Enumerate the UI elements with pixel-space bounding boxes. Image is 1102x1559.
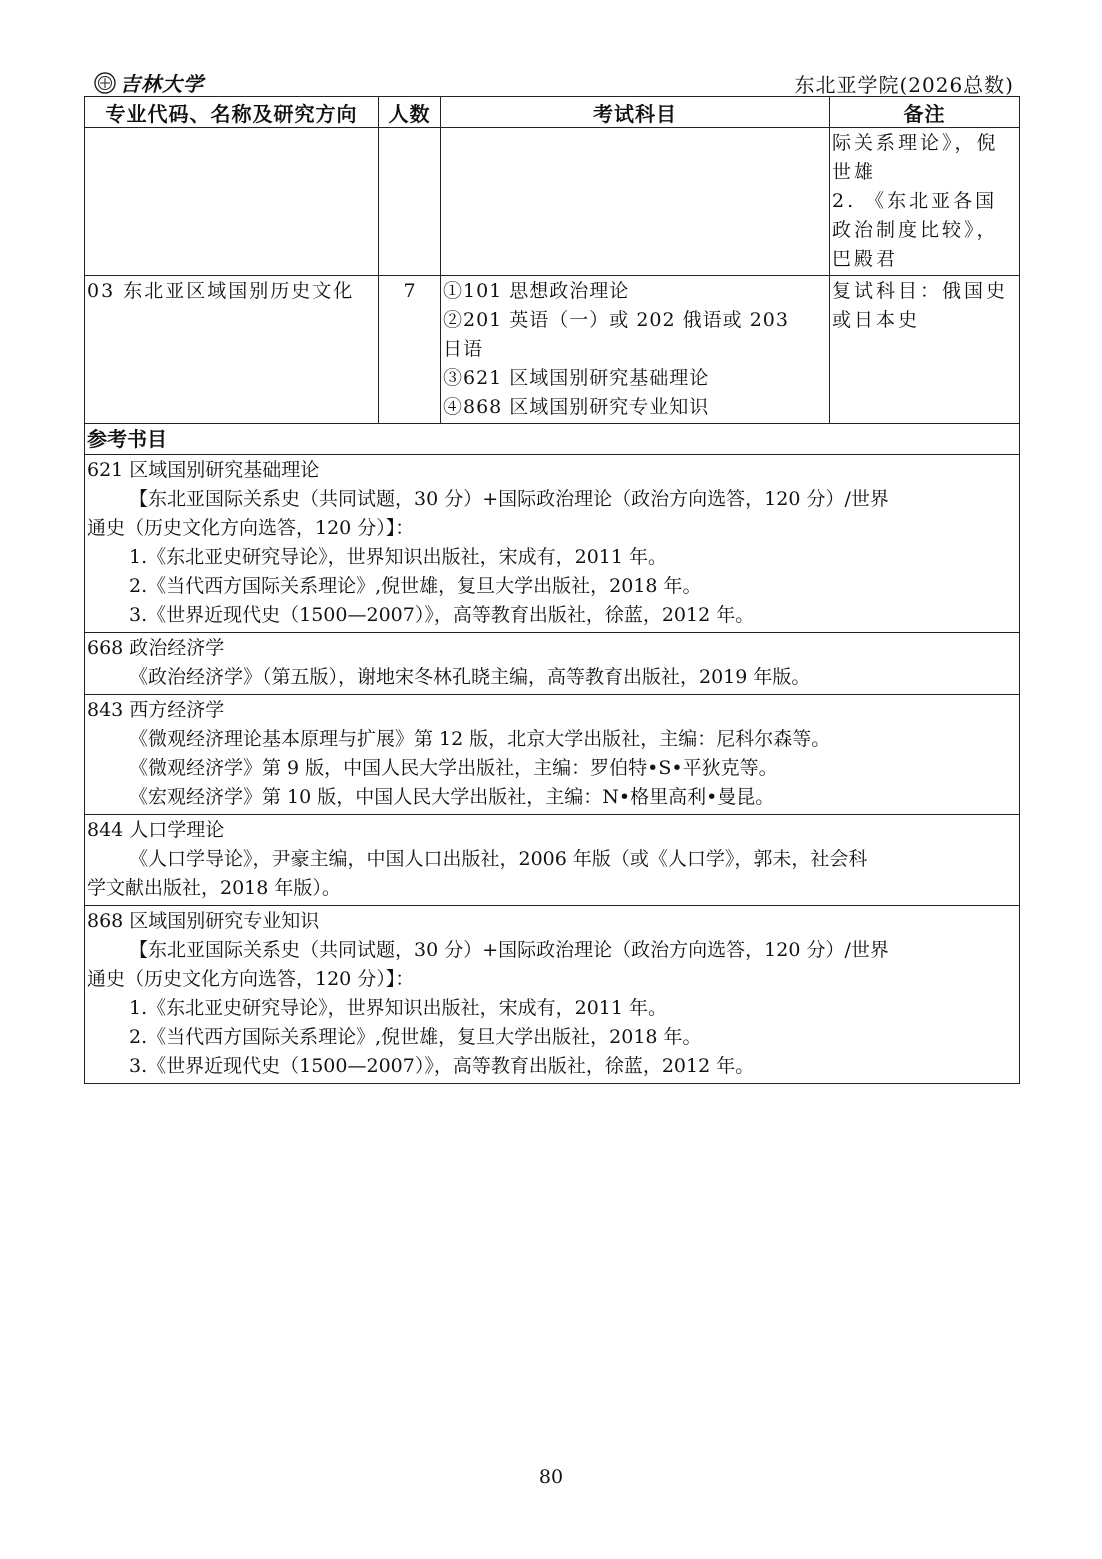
- reference-line: 学文献出版社，2018 年版）。: [87, 877, 341, 899]
- reference-line: 【东北亚国际关系史（共同试题，30 分）+国际政治理论（政治方向选答，120 分）/世界: [129, 488, 889, 510]
- note-line: 政治制度比较》，: [832, 219, 999, 241]
- university-seal-icon: [94, 72, 116, 94]
- reference-line: 3.《世界近现代史（1500—2007）》，高等教育出版社，徐蓝，2012 年。: [129, 1055, 755, 1077]
- references-title-row: [85, 424, 1020, 455]
- reference-block: [85, 815, 1019, 905]
- major-cell: 03 东北亚区域国别历史文化: [85, 276, 379, 424]
- admissions-table: [84, 96, 1020, 1084]
- reference-line: 1.《东北亚史研究导论》，世界知识出版社，宋成有，2011 年。: [129, 997, 668, 1019]
- subject-line: ①101 思想政治理论: [443, 280, 630, 302]
- header-count: 人数: [379, 97, 441, 128]
- note-line: 巴殿君: [832, 248, 899, 270]
- reference-line: 【东北亚国际关系史（共同试题，30 分）+国际政治理论（政治方向选答，120 分）/世界: [129, 939, 889, 961]
- reference-heading: 843 西方经济学: [87, 699, 225, 721]
- major-cell: [85, 128, 379, 276]
- subjects-cell: [441, 128, 830, 276]
- subject-line: ③621 区域国别研究基础理论: [443, 367, 710, 389]
- reference-line: 3.《世界近现代史（1500—2007）》，高等教育出版社，徐蓝，2012 年。: [129, 604, 755, 626]
- reference-block-row: [85, 633, 1020, 695]
- count-cell: [379, 128, 441, 276]
- reference-line: 通史（历史文化方向选答，120 分）】：: [87, 968, 415, 990]
- reference-heading: 621 区域国别研究基础理论: [87, 459, 320, 481]
- reference-line: 《人口学导论》，尹豪主编，中国人口出版社，2006 年版（或《人口学》，郭未，社会科: [129, 848, 868, 870]
- reference-line: 《宏观经济学》第 10 版，中国人民大学出版社，主编：N•格里高利•曼昆。: [129, 786, 775, 808]
- header-notes: 备注: [830, 97, 1020, 128]
- reference-line: 2.《当代西方国际关系理论》,倪世雄，复旦大学出版社，2018 年。: [129, 575, 702, 597]
- page-header: [84, 66, 1018, 96]
- reference-line: 1.《东北亚史研究导论》，世界知识出版社，宋成有，2011 年。: [129, 546, 668, 568]
- note-line: 或日本史: [832, 309, 921, 331]
- page-number: 80: [538, 1466, 564, 1488]
- reference-block: [85, 455, 1019, 632]
- reference-block-row: [85, 695, 1020, 815]
- subjects-cell: [441, 276, 830, 424]
- reference-block-row: [85, 815, 1020, 906]
- note-line: 际关系理论》，倪: [832, 132, 999, 154]
- header-title: 东北亚学院(2026总数): [794, 73, 1014, 97]
- reference-block-row: [85, 906, 1020, 1084]
- note-line: 复试科目：俄国史: [832, 280, 1009, 302]
- note-line: 世雄: [832, 161, 877, 183]
- reference-line: 《微观经济学》第 9 版，中国人民大学出版社，主编：罗伯特•S•平狄克等。: [129, 757, 778, 779]
- reference-line: 《微观经济理论基本原理与扩展》第 12 版，北京大学出版社，主编：尼科尔森等。: [129, 728, 831, 750]
- notes-cell: [830, 128, 1020, 276]
- reference-block: [85, 906, 1019, 1083]
- reference-line: 2.《当代西方国际关系理论》,倪世雄，复旦大学出版社，2018 年。: [129, 1026, 702, 1048]
- table-row: [85, 276, 1020, 424]
- university-logo-text: 吉林大学: [120, 72, 204, 96]
- university-logo: [94, 68, 204, 97]
- table-header-row: [85, 97, 1020, 128]
- reference-block: [85, 633, 1019, 694]
- reference-block-row: [85, 455, 1020, 633]
- reference-heading: 868 区域国别研究专业知识: [87, 910, 320, 932]
- reference-heading: 844 人口学理论: [87, 819, 225, 841]
- subject-line: 日语: [443, 338, 484, 360]
- header-major: 专业代码、名称及研究方向: [85, 97, 379, 128]
- references-title: 参考书目: [87, 427, 167, 451]
- header-subjects: 考试科目: [441, 97, 830, 128]
- reference-heading: 668 政治经济学: [87, 637, 225, 659]
- count-cell: 7: [379, 276, 441, 424]
- reference-line: 《政治经济学》（第五版），谢地宋冬林孔晓主编，高等教育出版社，2019 年版。: [129, 666, 811, 688]
- subject-line: ②201 英语（一）或 202 俄语或 203: [443, 309, 789, 331]
- reference-block: [85, 695, 1019, 814]
- subject-line: ④868 区域国别研究专业知识: [443, 396, 710, 418]
- notes-cell: [830, 276, 1020, 424]
- table-row: [85, 128, 1020, 276]
- reference-line: 通史（历史文化方向选答，120 分）】：: [87, 517, 415, 539]
- note-line: 2. 《东北亚各国: [832, 190, 998, 212]
